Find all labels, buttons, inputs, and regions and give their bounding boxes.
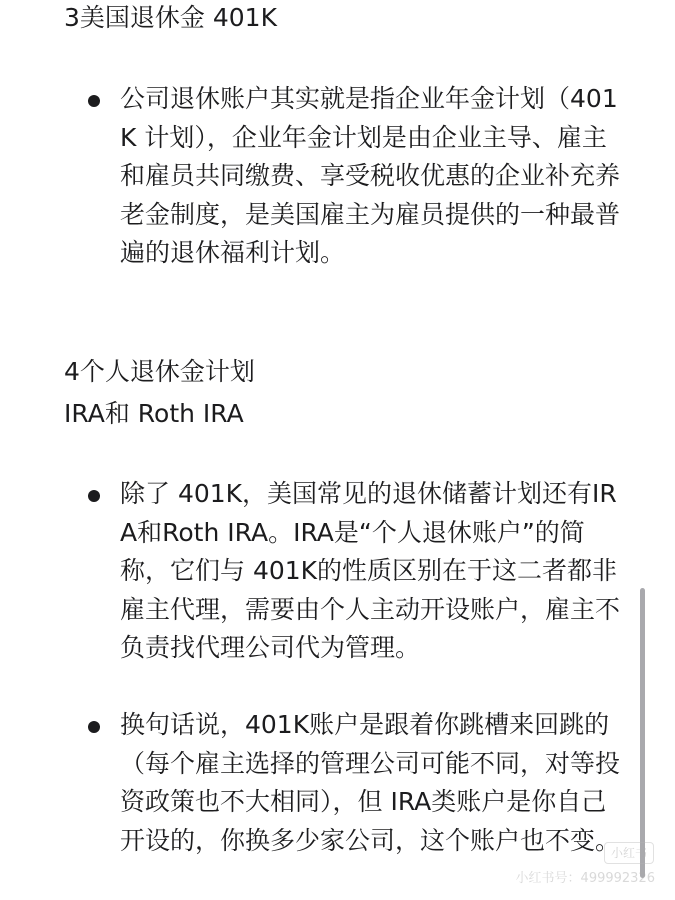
bullet-dot-icon <box>88 95 100 107</box>
watermark-logo: 小红书 <box>604 842 654 864</box>
bullet-dot-icon <box>88 721 100 733</box>
bullet-text: 除了 401K，美国常见的退休储蓄计划还有IRA和Roth IRA。IRA是“个人退休账户”的简称，它们与 401K的性质区别在于这二者都非雇主代理，需要由个人主动开设账户，雇主不负责找代理公司代为管理。 <box>120 479 621 662</box>
watermark-text: 小红书号：499992326 <box>515 871 655 886</box>
section-subheading-ira: IRA和 Roth IRA <box>64 399 244 428</box>
bullet-dot-icon <box>88 490 100 502</box>
bullet-text: 公司退休账户其实就是指企业年金计划（401K 计划），企业年金计划是由企业主导、雇主和雇员共同缴费、享受税收优惠的企业补充养老金制度，是美国雇主为雇员提供的一种最普遍的退休福利计划。 <box>120 84 621 267</box>
section-heading-personal-retirement: 4个人退休金计划 <box>64 357 255 386</box>
section-heading-401k: 3美国退休金 401K <box>64 3 277 32</box>
bullet-text: 换句话说，401K账户是跟着你跳槽来回跳的（每个雇主选择的管理公司可能不同，对等投资政策也不大相同），但 IRA类账户是你自己开设的，你换多少家公司，这个账户也不变。 <box>120 710 621 855</box>
vertical-scrollbar[interactable] <box>640 588 645 878</box>
